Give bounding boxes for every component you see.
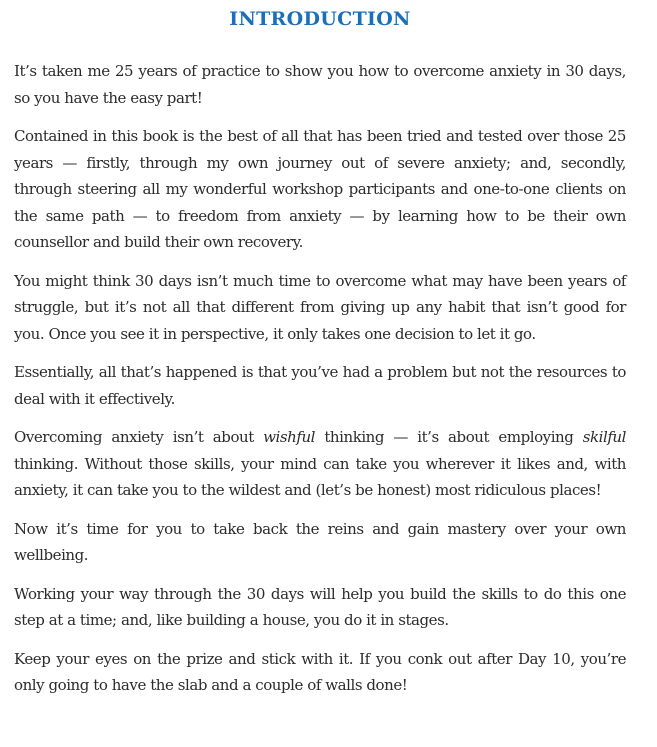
paragraph-1: It’s taken me 25 years of practice to show you how to overcome anxiety in 30 days, so you have the easy part! [14,62,626,107]
paragraph-5-text-c: thinking. Without those skills, your mind can take you wherever it likes and, with anxiety, it can take you to the wildest and (let’s be honest) most ridiculous places! [14,454,626,499]
paragraph-6: Now it’s time for you to take back the reins and gain mastery over your own wellbeing. [14,519,626,564]
paragraph-5-text-a: Overcoming anxiety isn’t about [14,428,264,446]
paragraph-5 [14,424,626,504]
emphasis-skilful: skilful [582,428,626,446]
emphasis-wishful: wishful [263,428,316,446]
paragraph-7: Working your way through the 30 days will help you build the skills to do this one step at a time; and, like building a house, you do it in stages. [14,584,626,629]
document-page [14,0,626,699]
chapter-heading: INTRODUCTION [229,8,411,30]
paragraph-2: Contained in this book is the best of all that has been tried and tested over those 25 years — firstly, through my own journey out of severe anxiety; and, secondly, through steering all my wonderful workshop participants and one-to-one clients on the same path — to freedom from anxiety — by learning how to be their own counsellor and build their own recovery. [14,127,626,251]
paragraph-5-text-b: thinking — it’s about employing [315,428,583,446]
paragraph-3: You might think 30 days isn’t much time to overcome what may have been years of struggle, but it’s not all that different from giving up any habit that isn’t good for you. Once you see it in perspective, it only takes one decision to let it go. [14,271,626,343]
paragraph-4: Essentially, all that’s happened is that you’ve had a problem but not the resources to deal with it effectively. [14,363,626,408]
paragraph-8: Keep your eyes on the prize and stick with it. If you conk out after Day 10, you’re only going to have the slab and a couple of walls done! [14,649,626,694]
